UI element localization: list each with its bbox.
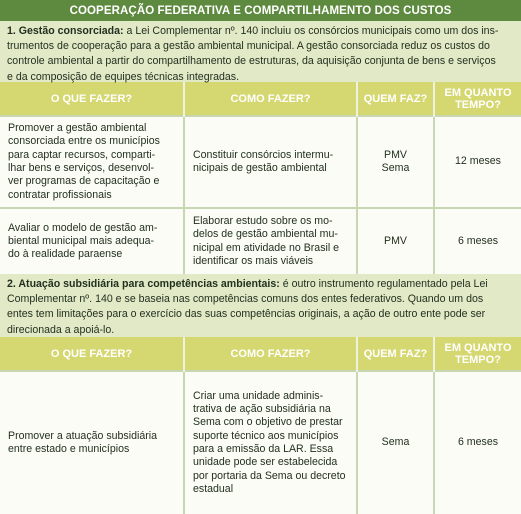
section-1-heading: 1. Gestão consorciada: — [7, 25, 124, 37]
cell-who: PMV Sema — [357, 116, 434, 208]
column-header-what: O QUE FAZER? — [0, 337, 184, 371]
section-2-text: é outro instrumento regulamentado pela Lei Complementar nº. 140 e se baseia nas competências comuns dos entes federativos. Quando um dos entes tem limitações para o exercício das suas competências originais, a ação de outro ente pode ser direcionada a apoiá-lo. — [7, 278, 488, 336]
table-header-row — [0, 82, 521, 116]
cell-how: Elaborar estudo sobre os mo- delos de gestão ambiental mu- nicipal em atividade no Brasil e identificar os mais viáveis — [184, 208, 357, 274]
page-title-bar — [0, 0, 521, 21]
column-header-who: QUEM FAZ? — [357, 337, 434, 371]
column-header-who: QUEM FAZ? — [357, 82, 434, 116]
action-table-1 — [0, 82, 521, 274]
table-row — [0, 116, 521, 208]
column-header-what: O QUE FAZER? — [0, 82, 184, 116]
action-table-2 — [0, 337, 521, 514]
cell-what: Promover a gestão ambiental consorciada entre os municípios para captar recursos, comparti- lhar bens e serviços, desenvol- ver programas de capacitação e contratar profissionais — [0, 116, 184, 208]
section-1-text: a Lei Complementar nº. 140 incluiu os consórcios municipais como um dos ins- trumentos de cooperação para a gestão ambiental municipal. A gestão consorciada reduz os custos do controle ambiental a partir do compartilhamento de estruturas, da aquisição conjunta de bens e serviços e da composição de equipes técnicas integradas. — [7, 25, 499, 83]
page-title: COOPERAÇÃO FEDERATIVA E COMPARTILHAMENTO DOS CUSTOS — [69, 4, 452, 17]
section-1-intro — [0, 21, 521, 82]
cell-how: Constituir consórcios intermu- nicipais de gestão ambiental — [184, 116, 357, 208]
section-2-heading: 2. Atuação subsidiária para competências ambientais: — [7, 278, 280, 290]
cell-who: Sema — [357, 371, 434, 514]
cell-when: 6 meses — [434, 371, 521, 514]
cell-what: Promover a atuação subsidiária entre estado e municípios — [0, 371, 184, 514]
cell-how: Criar uma unidade adminis- trativa de ação subsidiária na Sema com o objetivo de prestar suporte técnico aos municípios para a emissão da LAR. Essa unidade pode ser estabelecida por portaria da Sema ou decreto estadual — [184, 371, 357, 514]
cell-what: Avaliar o modelo de gestão am- biental municipal mais adequa- do à realidade paraense — [0, 208, 184, 274]
table-row — [0, 208, 521, 274]
cell-when: 6 meses — [434, 208, 521, 274]
table-header-row — [0, 337, 521, 371]
column-header-when: EM QUANTO TEMPO? — [434, 337, 521, 371]
table-row — [0, 371, 521, 514]
column-header-how: COMO FAZER? — [184, 337, 357, 371]
column-header-when: EM QUANTO TEMPO? — [434, 82, 521, 116]
section-2-intro — [0, 274, 521, 337]
cell-when: 12 meses — [434, 116, 521, 208]
column-header-how: COMO FAZER? — [184, 82, 357, 116]
cell-who: PMV — [357, 208, 434, 274]
